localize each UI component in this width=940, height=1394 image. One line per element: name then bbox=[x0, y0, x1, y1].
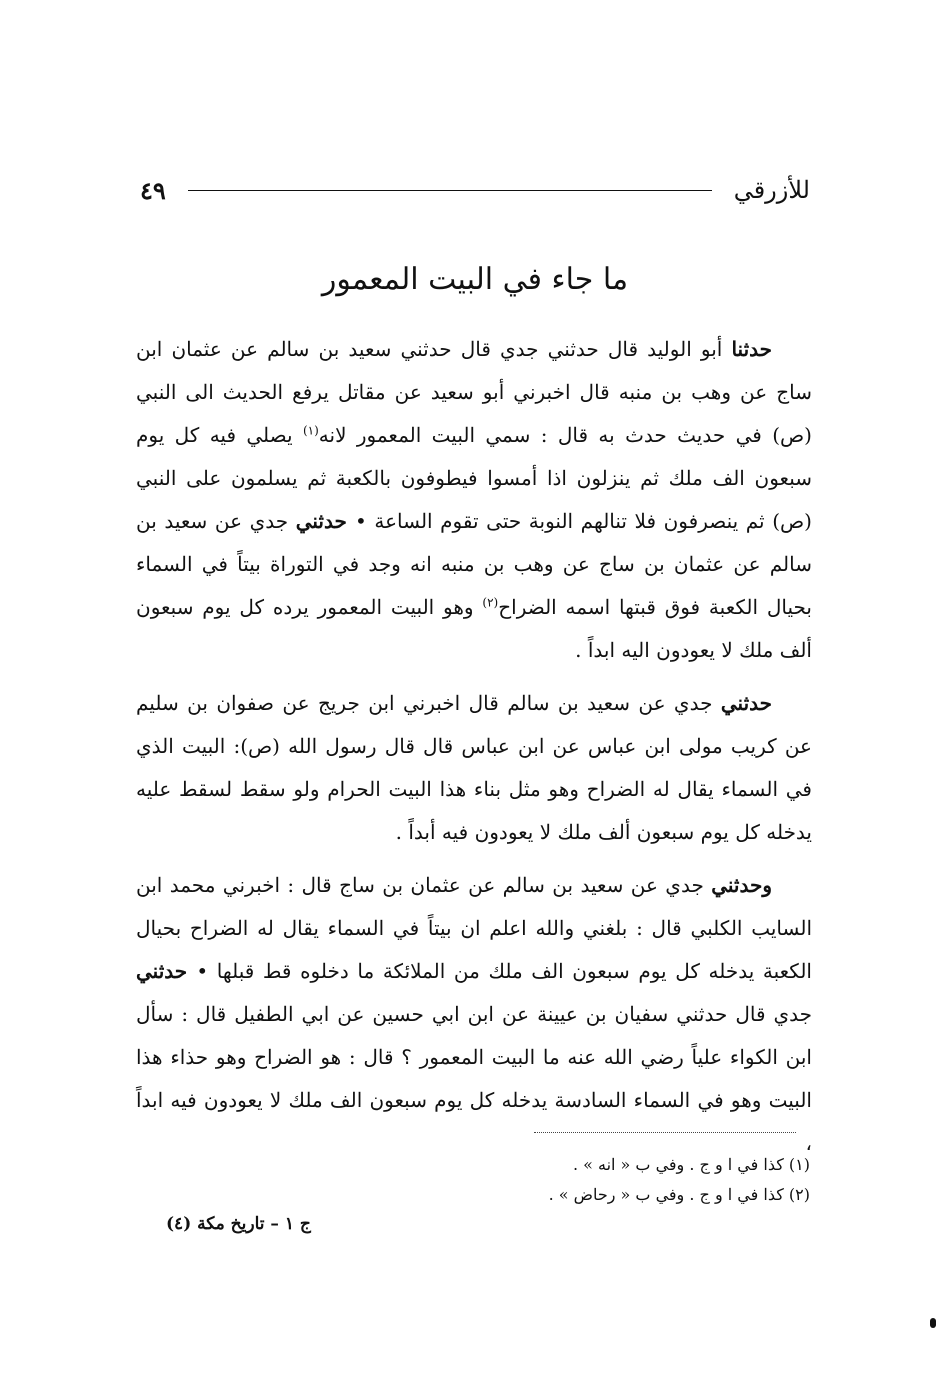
body-text bbox=[136, 328, 812, 1175]
paragraph-text: يصلي فيه كل يوم سبعون الف ملك ثم ينزلون اذا أمسوا فيطوفون بالكعبة ثم يسلمون على النبي (ص) ثم ينصرفون فلا تنالهم النوبة حتى تقوم الساعة • bbox=[136, 423, 812, 533]
footnote-ref-1: (١) bbox=[302, 423, 319, 438]
printer-signature: ج ١ – تاريخ مكة (٤) bbox=[166, 1214, 311, 1234]
footnote-2: (٢) كذا في ا و ج . وفي ب « رحاض » . bbox=[548, 1185, 810, 1204]
running-title: للأزرقي bbox=[733, 176, 810, 204]
paragraph-lead-word: حدثني bbox=[295, 509, 355, 533]
footnote-1: (١) كذا في ا و ج . وفي ب « انه » . bbox=[572, 1155, 810, 1174]
paragraph-lead-word: حدثنا bbox=[731, 337, 772, 361]
page-number: ٤٩ bbox=[140, 175, 166, 205]
paragraph-lead-word: حدثني bbox=[720, 691, 772, 715]
paragraph-3 bbox=[136, 864, 812, 1165]
page-header bbox=[140, 172, 810, 208]
paragraph-text: جدي قال حدثني سفيان بن عيينة عن ابن ابي حسين عن ابي الطفيل قال : سأل ابن الكواء علياً رضي الله عنه ما البيت المعمور ؟ قال : هو الضراح وهو حذاء هذا البيت وهو في السماء السادسة يدخله كل يوم سبعون الف ملك لا يعودون فيه ابداً ، bbox=[136, 1002, 812, 1155]
paragraph-text: وهو البيت المعمور يرده كل يوم سبعون ألف ملك لا يعودون اليه ابداً . bbox=[136, 595, 812, 662]
paragraph-2 bbox=[136, 682, 812, 854]
paragraph-lead-word: حدثني bbox=[136, 959, 197, 983]
paragraph-1 bbox=[136, 328, 812, 672]
paragraph-text: جدي عن سعيد بن سالم عن عثمان بن ساج عن وهب بن منبه انه وجد في التوراة بيتاً في السماء بحيال الكعبة فوق قبتها اسمه الضراح bbox=[136, 509, 812, 619]
paragraph-text: جدي عن سعيد بن سالم عن عثمان بن ساج قال : اخبرني محمد ابن السايب الكلبي قال : بلغني والله اعلم ان بيتاً في السماء يقال له الضراح بحيال الكعبة يدخله كل يوم سبعون الف ملك من الملائكة ما دخلوه قط قبلها • bbox=[136, 873, 812, 983]
footnote-divider bbox=[534, 1132, 796, 1133]
chapter-title: ما جاء في البيت المعمور bbox=[321, 262, 629, 297]
paragraph-lead-word: وحدثني bbox=[711, 873, 772, 897]
footnote-ref-2: (٢) bbox=[482, 595, 499, 610]
scan-edge-mark bbox=[930, 1318, 936, 1328]
paragraph-text: أبو الوليد قال حدثني جدي قال حدثني سعيد بن سالم عن عثمان ابن ساج عن وهب بن منبه قال اخبرني أبو سعيد عن مقاتل يرفع الحديث الى النبي (ص) في حديث حدث به قال : سمي البيت المعمور لانه bbox=[136, 337, 812, 447]
paragraph-text: جدي عن سعيد بن سالم قال اخبرني ابن جريج عن صفوان بن سليم عن كريب مولى ابن عباس عن ابن عباس قال قال رسول الله (ص): البيت الذي في السماء يقال له الضراح وهو مثل بناء هذا البيت الحرام ولو سقط لسقط عليه يدخله كل يوم سبعون ألف ملك لا يعودون فيه أبداً . bbox=[136, 691, 812, 844]
footnotes bbox=[440, 1150, 810, 1210]
header-rule bbox=[188, 190, 712, 191]
